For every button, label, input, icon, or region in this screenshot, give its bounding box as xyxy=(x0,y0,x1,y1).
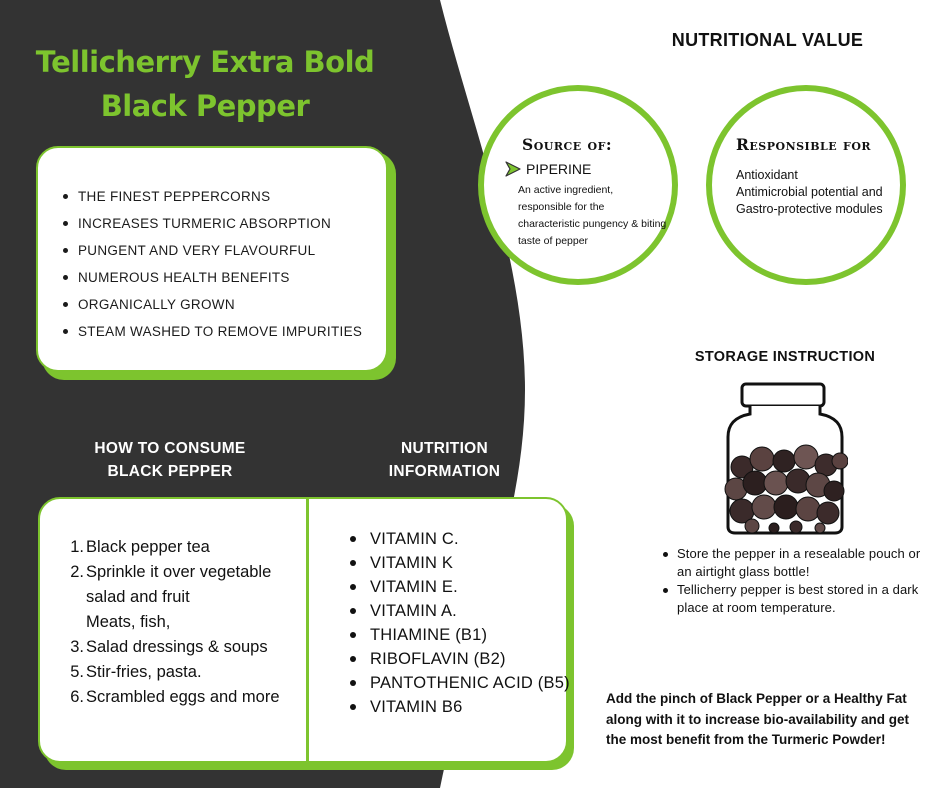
product-title-line-1: Tellicherry Extra Bold xyxy=(35,45,375,79)
feature-item: ORGANICALLY GROWN xyxy=(62,294,362,321)
features-list xyxy=(62,186,362,348)
consume-heading xyxy=(70,437,270,483)
consume-item-text: Scrambled eggs and more xyxy=(86,688,280,706)
card-divider xyxy=(306,499,309,761)
consume-item-text: Stir-fries, pasta. xyxy=(86,663,202,681)
feature-item: INCREASES TURMERIC ABSORPTION xyxy=(62,213,362,240)
consume-item-number: 1. xyxy=(70,538,84,556)
consume-item xyxy=(70,660,296,685)
arrow-right-icon xyxy=(504,161,522,177)
nutrition-heading-line-2: INFORMATION xyxy=(388,463,501,480)
consume-item-number: 5. xyxy=(70,663,84,681)
consume-item-number: 3. xyxy=(70,638,84,656)
storage-list xyxy=(660,545,930,617)
storage-item: Tellicherry pepper is best stored in a dark place at room temperature. xyxy=(660,581,930,617)
feature-item: THE FINEST PEPPERCORNS xyxy=(62,186,362,213)
consume-item-number: 2. xyxy=(70,563,84,581)
nutrition-item: VITAMIN E. xyxy=(330,575,570,599)
feature-item: NUMEROUS HEALTH BENEFITS xyxy=(62,267,362,294)
nutrition-item: VITAMIN B6 xyxy=(330,695,570,719)
consume-heading-line-1: HOW TO CONSUME xyxy=(94,440,246,457)
responsible-item: Gastro-protective modules xyxy=(736,202,883,216)
consume-item-text: Sprinkle it over vegetable salad and fruit xyxy=(86,563,272,606)
feature-item: STEAM WASHED TO REMOVE IMPURITIES xyxy=(62,321,362,348)
source-heading: Source of: xyxy=(522,135,613,154)
pepper-jar-icon xyxy=(722,381,848,535)
nutrition-item: THIAMINE (B1) xyxy=(330,623,570,647)
responsible-item: Antioxidant xyxy=(736,168,798,182)
consume-item xyxy=(70,610,296,635)
storage-item: Store the pepper in a resealable pouch or an airtight glass bottle! xyxy=(660,545,930,581)
nutrition-heading xyxy=(372,437,517,483)
nutrition-item: PANTOTHENIC ACID (B5) xyxy=(330,671,570,695)
piperine-row xyxy=(504,161,591,177)
storage-title: STORAGE INSTRUCTION xyxy=(694,349,876,365)
responsible-heading: Responsible for xyxy=(736,135,872,154)
consume-item-text: Meats, fish, xyxy=(86,613,171,631)
product-title xyxy=(20,40,390,128)
nutrition-heading-line-1: NUTRITION xyxy=(400,440,489,457)
consume-item xyxy=(70,635,296,660)
piperine-description: An active ingredient, responsible for the characteristic pungency & biting taste of pepper xyxy=(518,184,667,247)
nutrition-item: VITAMIN K xyxy=(330,551,570,575)
piperine-label: PIPERINE xyxy=(526,161,592,177)
nutrition-item: VITAMIN A. xyxy=(330,599,570,623)
product-title-line-2: Black Pepper xyxy=(100,89,310,123)
bioavailability-tip: Add the pinch of Black Pepper or a Healthy Fat along with it to increase bio-availability and get the most benefit from the Turmeric Powder! xyxy=(606,691,910,747)
consume-nutrition-card xyxy=(38,497,568,763)
consume-heading-line-2: BLACK PEPPER xyxy=(107,463,233,480)
nutrition-item: RIBOFLAVIN (B2) xyxy=(330,647,570,671)
consume-item xyxy=(70,685,296,710)
features-card xyxy=(36,146,388,372)
consume-item-number xyxy=(70,610,84,635)
responsible-item: Antimicrobial potential and xyxy=(736,185,883,199)
consume-list xyxy=(70,535,296,710)
consume-item-number: 6. xyxy=(70,688,84,706)
feature-item: PUNGENT AND VERY FLAVOURFUL xyxy=(62,240,362,267)
consume-item-text: Salad dressings & soups xyxy=(86,638,268,656)
source-circle xyxy=(478,85,678,285)
consume-item xyxy=(70,535,296,560)
responsible-circle xyxy=(706,85,906,285)
nutrition-item: VITAMIN C. xyxy=(330,527,570,551)
responsible-list xyxy=(736,167,886,218)
nutrition-list xyxy=(330,527,570,719)
nutritional-value-title: NUTRITIONAL VALUE xyxy=(671,30,864,50)
consume-item xyxy=(70,560,296,610)
consume-item-text: Black pepper tea xyxy=(86,538,210,556)
